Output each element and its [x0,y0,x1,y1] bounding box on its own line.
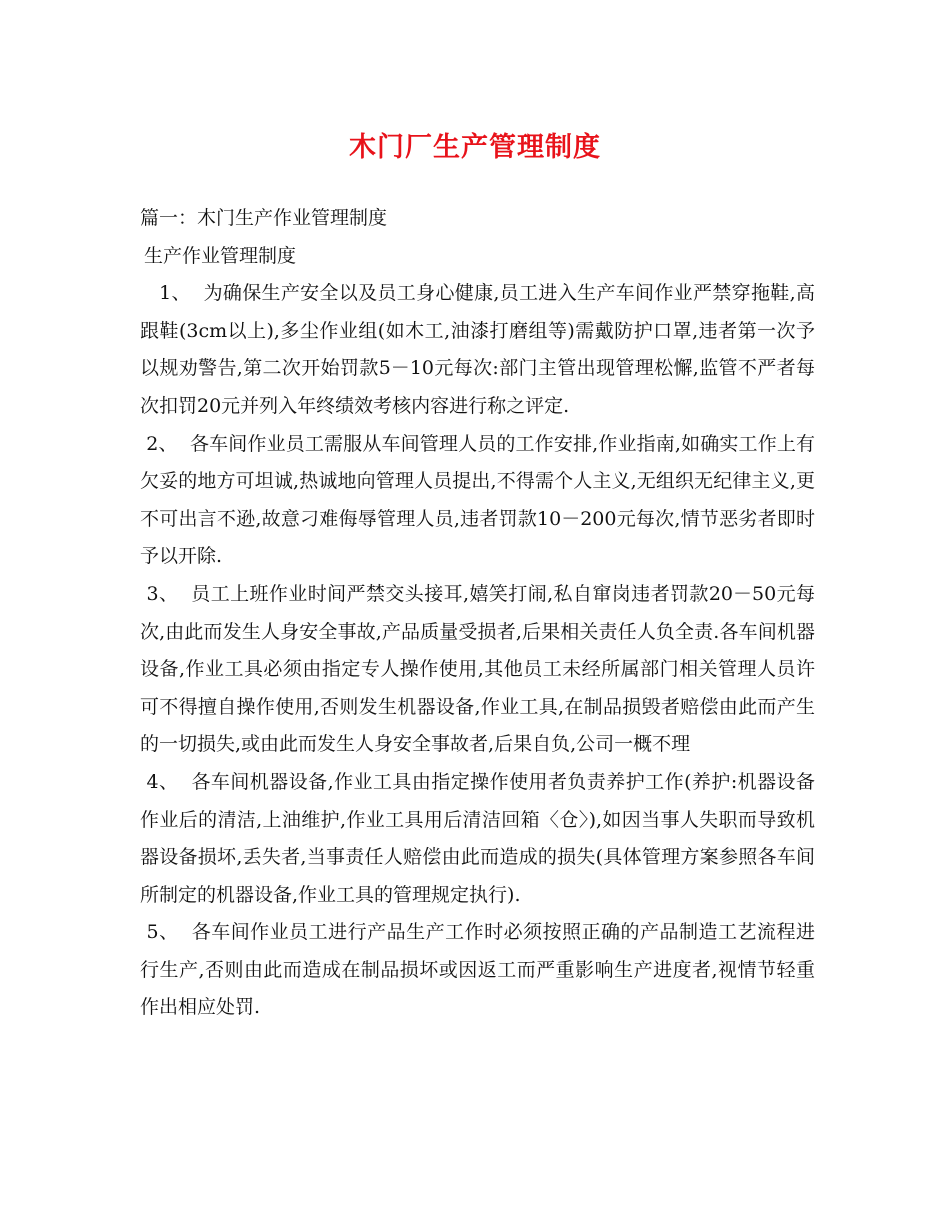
rule-number: 5、 [146,921,179,944]
rule-item-5 [140,914,815,1027]
rule-number: 1、 [159,282,191,305]
document-title: 木门厂生产管理制度 [349,132,601,163]
rule-text: 为确保生产安全以及员工身心健康,员工进入生产车间作业严禁穿拖鞋,高跟鞋(3cm以上),多尘作业组(如木工,油漆打磨组等)需戴防护口罩,违者第一次予以规劝警告,第二次开始罚款5－10元每次:部门主管出现管理松懈,监管不严者每次扣罚20元并列入年终绩效考核内容进行称之评定. [140,282,815,417]
rule-number: 3、 [146,582,179,605]
rule-text: 各车间作业员工进行产品生产工作时必须按照正确的产品制造工艺流程进行生产,否则由此而造成在制品损坏或因返工而严重影响生产进度者,视情节轻重作出相应处罚. [140,921,815,1019]
rule-text: 员工上班作业时间严禁交头接耳,嬉笑打闹,私自窜岗违者罚款20－50元每次,由此而发生人身安全事故,产品质量受损者,后果相关责任人负全责.各车间机器设备,作业工具必须由指定专人操作使用,其他员工未经所属部门相关管理人员许可不得擅自操作使用,否则发生机器设备,作业工具,在制品损毁者赔偿由此而产生的一切损失,或由此而发生人身安全事故者,后果自负,公司一概不理 [140,582,815,756]
rule-number: 2、 [146,432,178,455]
rule-item-2 [140,426,815,576]
rule-text: 各车间机器设备,作业工具由指定操作使用者负责养护工作(养护:机器设备作业后的清洁,上油维护,作业工具用后清洁回箱〈仓〉),如因当事人失职而导致机器设备损坏,丢失者,当事责任人赔偿由此而造成的损失(具体管理方案参照各车间所制定的机器设备,作业工具的管理规定执行). [140,770,816,906]
section-heading: 篇一：木门生产作业管理制度 [140,207,388,229]
rule-item-1 [140,275,815,425]
subheading: 生产作业管理制度 [144,244,297,267]
rule-text: 各车间作业员工需服从车间管理人员的工作安排,作业指南,如确实工作上有欠妥的地方可坦诚,热诚地向管理人员提出,不得需个人主义,无组织无纪律主义,更不可出言不逊,故意刁难侮辱管理人员,违者罚款10－200元每次,情节恶劣者即时予以开除. [140,432,815,568]
document-body [140,200,815,1027]
rule-number: 4、 [146,770,179,793]
rule-item-4 [140,764,815,914]
rule-item-3 [140,576,815,764]
